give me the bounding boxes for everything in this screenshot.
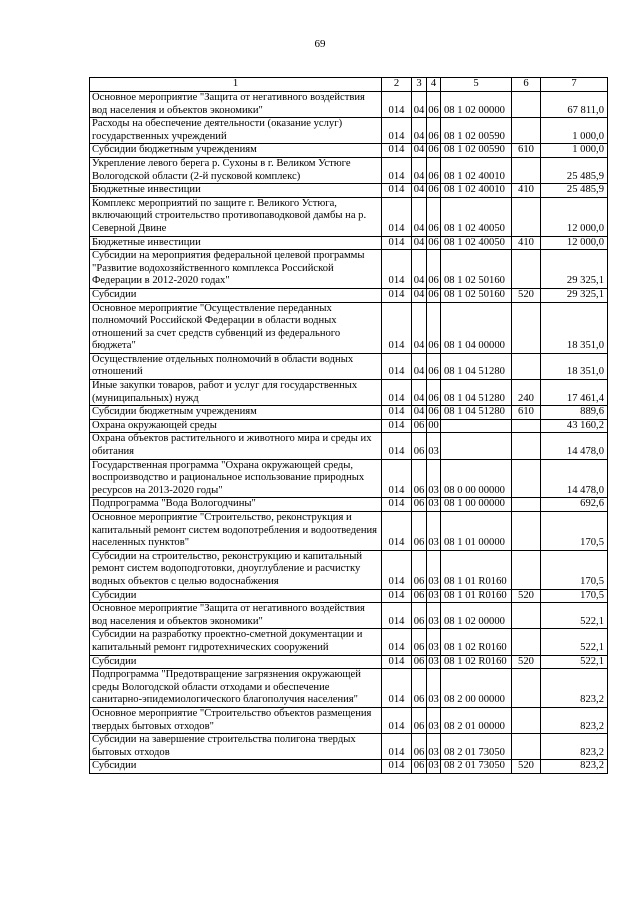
subsection-code-cell: 06 (427, 92, 441, 118)
target-article-cell: 08 1 02 40010 (441, 184, 512, 198)
amount-cell: 18 351,0 (541, 353, 608, 379)
amount-cell: 692,6 (541, 498, 608, 512)
chapter-code-cell: 014 (382, 144, 412, 158)
amount-cell: 25 485,9 (541, 157, 608, 183)
section-code-cell: 06 (412, 707, 427, 733)
subsection-code-cell: 06 (427, 184, 441, 198)
row-name-cell: Иные закупки товаров, работ и услуг для государственных (муниципальных) нужд (90, 380, 382, 406)
expense-type-cell (512, 419, 541, 433)
target-article-cell: 08 1 02 50160 (441, 288, 512, 302)
chapter-code-cell: 014 (382, 236, 412, 250)
subsection-code-cell: 06 (427, 406, 441, 420)
section-code-cell: 06 (412, 459, 427, 498)
chapter-code-cell: 014 (382, 353, 412, 379)
amount-cell: 823,2 (541, 734, 608, 760)
row-name-cell: Бюджетные инвестиции (90, 184, 382, 198)
table-row (90, 288, 608, 302)
target-article-cell: 08 1 00 00000 (441, 498, 512, 512)
chapter-code-cell: 014 (382, 184, 412, 198)
table-row (90, 629, 608, 655)
row-name-cell: Субсидии (90, 589, 382, 603)
amount-cell: 1 000,0 (541, 118, 608, 144)
section-code-cell: 06 (412, 629, 427, 655)
subsection-code-cell: 06 (427, 157, 441, 183)
table-row (90, 197, 608, 236)
expense-type-cell (512, 157, 541, 183)
chapter-code-cell: 014 (382, 655, 412, 669)
chapter-code-cell: 014 (382, 406, 412, 420)
row-name-cell: Осуществление отдельных полномочий в области водных отношений (90, 353, 382, 379)
section-code-cell: 04 (412, 197, 427, 236)
column-header: 1 (90, 78, 382, 92)
expense-type-cell (512, 512, 541, 551)
chapter-code-cell: 014 (382, 197, 412, 236)
chapter-code-cell: 014 (382, 380, 412, 406)
expense-type-cell (512, 550, 541, 589)
amount-cell: 17 461,4 (541, 380, 608, 406)
chapter-code-cell: 014 (382, 603, 412, 629)
section-code-cell: 06 (412, 589, 427, 603)
chapter-code-cell: 014 (382, 669, 412, 708)
column-header: 5 (441, 78, 512, 92)
section-code-cell: 06 (412, 512, 427, 551)
target-article-cell: 08 1 01 R0160 (441, 550, 512, 589)
target-article-cell: 08 1 04 51280 (441, 380, 512, 406)
amount-cell: 823,2 (541, 760, 608, 774)
table-row (90, 459, 608, 498)
target-article-cell: 08 1 04 51280 (441, 406, 512, 420)
target-article-cell: 08 1 04 51280 (441, 353, 512, 379)
row-name-cell: Субсидии на строительство, реконструкцию и капитальный ремонт систем водоподготовки, дноуглубление и расчистку водных объектов с целью водоснабжения (90, 550, 382, 589)
subsection-code-cell: 03 (427, 629, 441, 655)
subsection-code-cell: 03 (427, 669, 441, 708)
expense-type-cell (512, 734, 541, 760)
section-code-cell: 04 (412, 353, 427, 379)
section-code-cell: 06 (412, 419, 427, 433)
amount-cell: 522,1 (541, 655, 608, 669)
section-code-cell: 06 (412, 603, 427, 629)
subsection-code-cell: 06 (427, 250, 441, 289)
table-row (90, 118, 608, 144)
column-header: 2 (382, 78, 412, 92)
expense-type-cell: 520 (512, 655, 541, 669)
chapter-code-cell: 014 (382, 734, 412, 760)
chapter-code-cell: 014 (382, 707, 412, 733)
target-article-cell: 08 1 02 40010 (441, 157, 512, 183)
table-row (90, 734, 608, 760)
expense-type-cell: 410 (512, 236, 541, 250)
table-row (90, 760, 608, 774)
table-row (90, 655, 608, 669)
section-code-cell: 06 (412, 760, 427, 774)
section-code-cell: 06 (412, 734, 427, 760)
subsection-code-cell: 06 (427, 353, 441, 379)
table-row (90, 669, 608, 708)
table-row (90, 157, 608, 183)
chapter-code-cell: 014 (382, 512, 412, 551)
row-name-cell: Охрана окружающей среды (90, 419, 382, 433)
amount-cell: 12 000,0 (541, 236, 608, 250)
row-name-cell: Субсидии бюджетным учреждениям (90, 406, 382, 420)
target-article-cell: 08 2 00 00000 (441, 669, 512, 708)
expense-type-cell (512, 669, 541, 708)
chapter-code-cell: 014 (382, 433, 412, 459)
expense-type-cell: 520 (512, 589, 541, 603)
section-code-cell: 04 (412, 288, 427, 302)
section-code-cell: 04 (412, 118, 427, 144)
row-name-cell: Бюджетные инвестиции (90, 236, 382, 250)
subsection-code-cell: 03 (427, 498, 441, 512)
section-code-cell: 04 (412, 184, 427, 198)
amount-cell: 43 160,2 (541, 419, 608, 433)
target-article-cell: 08 1 02 00590 (441, 118, 512, 144)
table-row (90, 419, 608, 433)
column-header: 7 (541, 78, 608, 92)
table-row (90, 184, 608, 198)
column-header: 3 (412, 78, 427, 92)
row-name-cell: Основное мероприятие "Защита от негативного воздействия вод населения и объектов экономики" (90, 92, 382, 118)
row-name-cell: Субсидии (90, 655, 382, 669)
section-code-cell: 04 (412, 250, 427, 289)
section-code-cell: 04 (412, 406, 427, 420)
table-row (90, 589, 608, 603)
chapter-code-cell: 014 (382, 302, 412, 353)
target-article-cell (441, 433, 512, 459)
amount-cell: 29 325,1 (541, 288, 608, 302)
subsection-code-cell: 06 (427, 302, 441, 353)
target-article-cell: 08 1 01 R0160 (441, 589, 512, 603)
row-name-cell: Основное мероприятие "Осуществление переданных полномочий Российской Федерации в области водных отношений за счет средств субвенций из федерального бюджета" (90, 302, 382, 353)
subsection-code-cell: 06 (427, 288, 441, 302)
expense-type-cell: 610 (512, 144, 541, 158)
section-code-cell: 04 (412, 144, 427, 158)
expense-type-cell (512, 459, 541, 498)
table-row (90, 707, 608, 733)
target-article-cell: 08 1 02 00590 (441, 144, 512, 158)
target-article-cell: 08 2 01 00000 (441, 707, 512, 733)
table-row (90, 406, 608, 420)
expense-type-cell: 610 (512, 406, 541, 420)
subsection-code-cell: 03 (427, 433, 441, 459)
target-article-cell: 08 2 01 73050 (441, 734, 512, 760)
chapter-code-cell: 014 (382, 288, 412, 302)
target-article-cell: 08 1 02 40050 (441, 197, 512, 236)
subsection-code-cell: 06 (427, 118, 441, 144)
table-row (90, 144, 608, 158)
table-row (90, 380, 608, 406)
section-code-cell: 06 (412, 655, 427, 669)
section-code-cell: 04 (412, 236, 427, 250)
row-name-cell: Охрана объектов растительного и животного мира и среды их обитания (90, 433, 382, 459)
table-row (90, 498, 608, 512)
row-name-cell: Субсидии (90, 288, 382, 302)
amount-cell: 170,5 (541, 512, 608, 551)
subsection-code-cell: 03 (427, 734, 441, 760)
amount-cell: 29 325,1 (541, 250, 608, 289)
section-code-cell: 04 (412, 302, 427, 353)
subsection-code-cell: 03 (427, 512, 441, 551)
amount-cell: 823,2 (541, 707, 608, 733)
chapter-code-cell: 014 (382, 459, 412, 498)
table-row (90, 302, 608, 353)
table-row (90, 550, 608, 589)
expense-type-cell (512, 498, 541, 512)
row-name-cell: Субсидии (90, 760, 382, 774)
expense-type-cell (512, 707, 541, 733)
chapter-code-cell: 014 (382, 118, 412, 144)
amount-cell: 823,2 (541, 669, 608, 708)
section-code-cell: 06 (412, 498, 427, 512)
row-name-cell: Основное мероприятие "Строительство, реконструкция и капитальный ремонт систем водопотребления и водоотведения населенных пунктов" (90, 512, 382, 551)
subsection-code-cell: 03 (427, 589, 441, 603)
table-header-row (90, 78, 608, 92)
column-header: 6 (512, 78, 541, 92)
chapter-code-cell: 014 (382, 629, 412, 655)
subsection-code-cell: 03 (427, 760, 441, 774)
target-article-cell: 08 1 02 R0160 (441, 655, 512, 669)
table-row (90, 250, 608, 289)
row-name-cell: Субсидии на разработку проектно-сметной документации и капитальный ремонт гидротехнических сооружений (90, 629, 382, 655)
expense-type-cell (512, 92, 541, 118)
expense-type-cell (512, 250, 541, 289)
expense-type-cell (512, 353, 541, 379)
chapter-code-cell: 014 (382, 419, 412, 433)
section-code-cell: 04 (412, 157, 427, 183)
subsection-code-cell: 03 (427, 603, 441, 629)
section-code-cell: 06 (412, 550, 427, 589)
row-name-cell: Государственная программа "Охрана окружающей среды, воспроизводство и рациональное использование природных ресурсов на 2013-2020 годы" (90, 459, 382, 498)
row-name-cell: Расходы на обеспечение деятельности (оказание услуг) государственных учреждений (90, 118, 382, 144)
subsection-code-cell: 03 (427, 655, 441, 669)
row-name-cell: Комплекс мероприятий по защите г. Великого Устюга, включающий строительство противопаводковой дамбы на р. Северной Двине (90, 197, 382, 236)
expense-type-cell (512, 302, 541, 353)
budget-table (89, 77, 608, 774)
chapter-code-cell: 014 (382, 589, 412, 603)
amount-cell: 14 478,0 (541, 433, 608, 459)
target-article-cell: 08 1 02 00000 (441, 92, 512, 118)
subsection-code-cell: 00 (427, 419, 441, 433)
row-name-cell: Основное мероприятие "Строительство объектов размещения твердых бытовых отходов" (90, 707, 382, 733)
subsection-code-cell: 03 (427, 707, 441, 733)
row-name-cell: Подпрограмма "Вода Вологодчины" (90, 498, 382, 512)
target-article-cell: 08 1 02 R0160 (441, 629, 512, 655)
subsection-code-cell: 06 (427, 144, 441, 158)
amount-cell: 889,6 (541, 406, 608, 420)
amount-cell: 18 351,0 (541, 302, 608, 353)
target-article-cell: 08 1 04 00000 (441, 302, 512, 353)
subsection-code-cell: 03 (427, 550, 441, 589)
row-name-cell: Укрепление левого берега р. Сухоны в г. Великом Устюге Вологодской области (2-й пусковой комплекс) (90, 157, 382, 183)
page-number: 69 (314, 38, 326, 50)
target-article-cell: 08 1 02 50160 (441, 250, 512, 289)
target-article-cell: 08 1 02 40050 (441, 236, 512, 250)
expense-type-cell (512, 197, 541, 236)
expense-type-cell: 520 (512, 760, 541, 774)
subsection-code-cell: 03 (427, 459, 441, 498)
table-row (90, 603, 608, 629)
expense-type-cell (512, 629, 541, 655)
expense-type-cell (512, 433, 541, 459)
chapter-code-cell: 014 (382, 250, 412, 289)
target-article-cell (441, 419, 512, 433)
section-code-cell: 06 (412, 669, 427, 708)
column-header: 4 (427, 78, 441, 92)
amount-cell: 14 478,0 (541, 459, 608, 498)
target-article-cell: 08 1 01 00000 (441, 512, 512, 551)
row-name-cell: Субсидии на завершение строительства полигона твердых бытовых отходов (90, 734, 382, 760)
row-name-cell: Подпрограмма "Предотвращение загрязнения окружающей среды Вологодской области отходами и обеспечение санитарно-эпидемиологического благополучия населения" (90, 669, 382, 708)
expense-type-cell: 240 (512, 380, 541, 406)
target-article-cell: 08 1 02 00000 (441, 603, 512, 629)
table-row (90, 92, 608, 118)
chapter-code-cell: 014 (382, 760, 412, 774)
chapter-code-cell: 014 (382, 550, 412, 589)
amount-cell: 522,1 (541, 603, 608, 629)
amount-cell: 522,1 (541, 629, 608, 655)
chapter-code-cell: 014 (382, 498, 412, 512)
table-row (90, 236, 608, 250)
section-code-cell: 06 (412, 433, 427, 459)
row-name-cell: Основное мероприятие "Защита от негативного воздействия вод населения и объектов экономики" (90, 603, 382, 629)
row-name-cell: Субсидии бюджетным учреждениям (90, 144, 382, 158)
expense-type-cell (512, 603, 541, 629)
amount-cell: 67 811,0 (541, 92, 608, 118)
table-row (90, 353, 608, 379)
expense-type-cell: 520 (512, 288, 541, 302)
expense-type-cell (512, 118, 541, 144)
subsection-code-cell: 06 (427, 380, 441, 406)
amount-cell: 1 000,0 (541, 144, 608, 158)
subsection-code-cell: 06 (427, 236, 441, 250)
section-code-cell: 04 (412, 380, 427, 406)
row-name-cell: Субсидии на мероприятия федеральной целевой программы "Развитие водохозяйственного комплекса Российской Федерации в 2012-2020 годах" (90, 250, 382, 289)
section-code-cell: 04 (412, 92, 427, 118)
table-row (90, 512, 608, 551)
amount-cell: 170,5 (541, 550, 608, 589)
target-article-cell: 08 2 01 73050 (441, 760, 512, 774)
chapter-code-cell: 014 (382, 157, 412, 183)
amount-cell: 25 485,9 (541, 184, 608, 198)
expense-type-cell: 410 (512, 184, 541, 198)
amount-cell: 12 000,0 (541, 197, 608, 236)
chapter-code-cell: 014 (382, 92, 412, 118)
subsection-code-cell: 06 (427, 197, 441, 236)
table-row (90, 433, 608, 459)
amount-cell: 170,5 (541, 589, 608, 603)
target-article-cell: 08 0 00 00000 (441, 459, 512, 498)
